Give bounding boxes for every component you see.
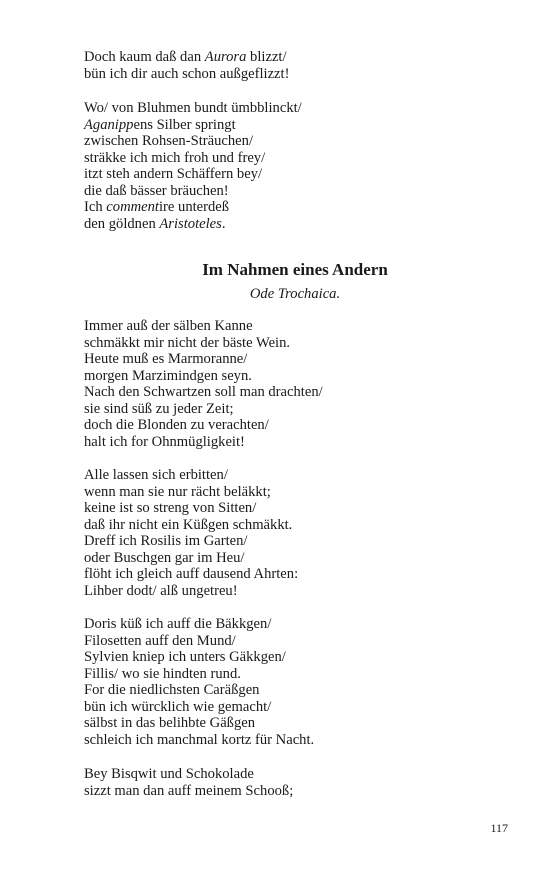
stanza-1 xyxy=(84,49,504,82)
poem-line xyxy=(84,783,504,800)
text-segment: Lihber dodt/ alß ungetreu! xyxy=(84,582,238,599)
text-segment: sträkke ich mich froh und frey/ xyxy=(84,149,266,166)
text-segment: blizzt/ xyxy=(246,49,287,65)
text-segment: sizzt man dan auff meinem Schooß; xyxy=(84,782,294,799)
poem-line xyxy=(84,715,504,732)
poem-line xyxy=(84,517,504,534)
text-segment: wenn man sie nur rächt beläkkt; xyxy=(84,483,271,500)
poem-line xyxy=(84,484,504,501)
poem-line xyxy=(84,766,504,783)
text-segment: Doris küß ich auff die Bäkkgen/ xyxy=(84,616,272,632)
text-segment: . xyxy=(221,215,226,232)
text-segment: oder Buschgen gar im Heu/ xyxy=(84,549,245,566)
stanza-6 xyxy=(84,766,504,799)
italic-segment: comment xyxy=(106,199,159,215)
poem-line xyxy=(84,699,504,716)
poem-line xyxy=(84,732,504,749)
text-segment: daß ihr nicht ein Küßgen schmäkkt. xyxy=(84,516,293,533)
text-segment: schmäkkt mir nicht der bäste Wein. xyxy=(84,334,291,351)
text-segment: Nach den Schwartzen soll man drachten/ xyxy=(84,384,323,400)
poem-line xyxy=(84,368,504,385)
text-segment: Ich xyxy=(84,199,107,215)
text-segment: sälbst in das belihbte Gäßgen xyxy=(84,715,256,731)
italic-segment: Aristoteles xyxy=(159,215,222,232)
poem-line xyxy=(84,133,504,150)
text-segment: Fillis/ wo sie hindten rund. xyxy=(84,665,241,682)
text-segment: zwischen Rohsen-Sträuchen/ xyxy=(84,133,253,149)
page-number: 117 xyxy=(490,821,508,835)
poem-line xyxy=(84,183,504,200)
stanza-4 xyxy=(84,467,504,599)
text-segment: Dreff ich Rosilis im Garten/ xyxy=(84,533,248,549)
text-segment: morgen Marzimindgen seyn. xyxy=(84,367,252,384)
text-segment: den göldnen xyxy=(84,215,160,232)
poem-line xyxy=(84,66,504,83)
text-segment: Immer auß der sälben Kanne xyxy=(84,318,253,334)
text-segment: sie sind süß zu jeder Zeit; xyxy=(84,400,234,417)
poem-line xyxy=(84,434,504,451)
stanza-3 xyxy=(84,318,504,450)
poem-line xyxy=(84,49,504,66)
poem-line xyxy=(84,417,504,434)
text-segment: bün ich dir auch schon außgeflizzt! xyxy=(84,65,290,82)
poem-line xyxy=(84,199,504,216)
text-segment: doch die Blonden zu verachten/ xyxy=(84,417,269,433)
poem-line xyxy=(84,649,504,666)
poem-line xyxy=(84,117,504,134)
poem-line xyxy=(84,616,504,633)
poem-line xyxy=(84,384,504,401)
text-segment: schleich ich manchmal kortz für Nacht. xyxy=(84,731,315,748)
text-segment: halt ich for Ohnmügligkeit! xyxy=(84,433,245,450)
italic-segment: Aurora xyxy=(204,49,247,65)
text-segment: flöht ich gleich auff dausend Ahrten: xyxy=(84,566,299,582)
poem-line xyxy=(84,533,504,550)
text-segment: Bey Bisqwit und Schokolade xyxy=(84,766,254,782)
text-segment: Filosetten auff den Mund/ xyxy=(84,632,236,649)
text-segment: ens Silber springt xyxy=(133,116,236,133)
poem-line xyxy=(84,467,504,484)
text-segment: keine ist so streng von Sitten/ xyxy=(84,500,257,516)
text-segment: die daß bässer bräuchen! xyxy=(84,182,229,199)
text-segment: bün ich würcklich wie gemacht/ xyxy=(84,698,272,715)
poem-line xyxy=(84,500,504,517)
poem-line xyxy=(84,318,504,335)
italic-segment: Aganipp xyxy=(84,116,134,133)
poem-line xyxy=(84,335,504,352)
poem-line xyxy=(84,666,504,683)
poem-line xyxy=(84,682,504,699)
text-segment: Doch kaum daß dan xyxy=(84,49,205,65)
poem-line xyxy=(84,401,504,418)
poem-line xyxy=(84,550,504,567)
stanza-5 xyxy=(84,616,504,748)
poem-line xyxy=(84,166,504,183)
poem-subtitle: Ode Trochaica. xyxy=(249,286,341,302)
poem-line xyxy=(84,100,504,117)
poem-line xyxy=(84,351,504,368)
poem-line xyxy=(84,583,504,600)
text-segment: For die niedlichsten Caräßgen xyxy=(84,682,260,698)
stanza-2 xyxy=(84,100,504,232)
poem-line xyxy=(84,633,504,650)
poem-line xyxy=(84,216,504,233)
text-segment: Sylvien kniep ich unters Gäkkgen/ xyxy=(84,649,286,665)
poem-title: Im Nahmen eines Andern xyxy=(202,260,388,279)
poem-line xyxy=(84,150,504,167)
text-segment: itzt steh andern Schäffern bey/ xyxy=(84,166,263,182)
poem-line xyxy=(84,566,504,583)
text-segment: ire unterdeß xyxy=(158,199,230,215)
text-segment: Alle lassen sich erbitten/ xyxy=(84,467,228,483)
text-segment: Wo/ von Bluhmen bundt ümbblinckt/ xyxy=(84,100,302,116)
text-segment: Heute muß es Marmoranne/ xyxy=(84,351,248,367)
